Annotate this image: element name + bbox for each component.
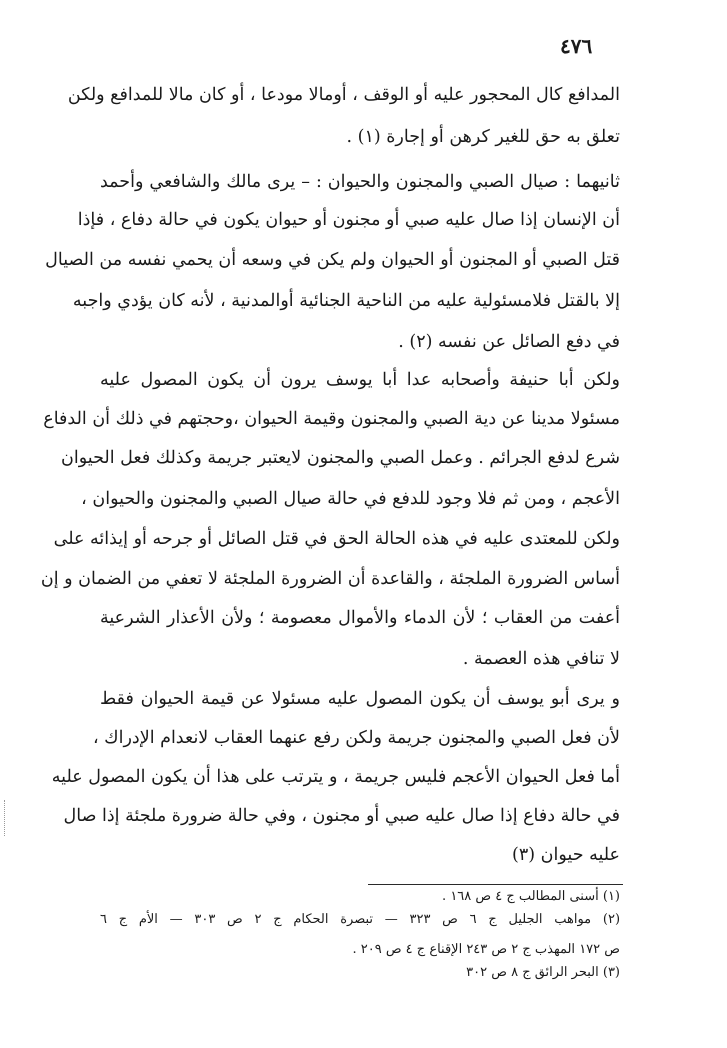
- text-line: أساس الضرورة الملجئة ، والقاعدة أن الضرورة الملجئة لا تعفي من الضمان و إن: [40, 569, 620, 589]
- text-line: إلا بالقتل فلامسئولية عليه من الناحية الجنائية أوالمدنية ، لأنه كان يؤدي واجبه: [72, 291, 620, 311]
- text-line: في حالة دفاع إذا صال عليه صبي أو مجنون ، وفي حالة ضرورة ملجئة إذا صال: [63, 806, 620, 826]
- text-line: ثانيهما : صيال الصبي والمجنون والحيوان : – يرى مالك والشافعي وأحمد: [100, 172, 620, 192]
- text-line: شرع لدفع الجرائم . وعمل الصبي والمجنون لايعتبر جريمة وكذلك فعل الحيوان: [61, 448, 620, 468]
- text-line: الأعجم ، ومن ثم فلا وجود للدفع في حالة صيال الصبي والمجنون والحيوان ،: [81, 489, 620, 509]
- footnote-divider: [368, 884, 623, 885]
- text-line: لا تنافي هذه العصمة .: [462, 649, 620, 669]
- page-number: ٤٧٦: [560, 34, 593, 58]
- footnote-line: ص ١٧٢ المهذب ج ٢ ص ٢٤٣ الإقناع ج ٤ ص ٢٠٩ .: [352, 942, 620, 957]
- footnote-line: (٢) مواهب الجليل ج ٦ ص ٣٢٣ — تبصرة الحكام ج ٢ ص ٣٠٣ — الأم ج ٦: [100, 912, 621, 927]
- text-line: أعفت من العقاب ؛ لأن الدماء والأموال معصومة ؛ ولأن الأعذار الشرعية: [100, 608, 620, 628]
- text-line: مسئولا مدينا عن دية الصبي والمجنون وقيمة الحيوان ،وحجتهم في ذلك أن الدفاع: [43, 409, 620, 429]
- footnote-line: (٣) البحر الرائق ج ٨ ص ٣٠٢: [466, 965, 620, 980]
- text-line: أن الإنسان إذا صال عليه صبي أو مجنون أو حيوان يكون في حالة دفاع ، فإذا: [77, 210, 620, 230]
- text-line: ولكن أبا حنيفة وأصحابه عدا أبا يوسف يرون أن يكون المصول عليه: [100, 370, 620, 390]
- text-line: و يرى أبو يوسف أن يكون المصول عليه مسئولا عن قيمة الحيوان فقط: [100, 689, 620, 709]
- text-line: في دفع الصائل عن نفسه (٢) .: [398, 332, 620, 352]
- text-line: المدافع كال المحجور عليه أو الوقف ، أومالا مودعا ، أو كان مالا للمدافع ولكن: [67, 85, 620, 105]
- text-line: قتل الصبي أو المجنون أو الحيوان ولم يكن في وسعه أن يحمي نفسه من الصيال: [45, 250, 620, 270]
- text-line: لأن فعل الصبي والمجنون جريمة ولكن رفع عنهما العقاب لانعدام الإدراك ،: [92, 728, 620, 748]
- margin-mark: [4, 800, 7, 836]
- footnote-line: (١) أسنى المطالب ج ٤ ص ١٦٨ .: [442, 889, 620, 904]
- text-line: عليه حيوان (٣): [512, 845, 620, 865]
- text-line: ولكن للمعتدى عليه في هذه الحالة الحق في قتل الصائل أو جرحه أو إيذائه على: [53, 529, 620, 549]
- text-line: تعلق به حق للغير كرهن أو إجارة (١) .: [346, 127, 620, 147]
- text-line: أما فعل الحيوان الأعجم فليس جريمة ، و يترتب على هذا أن يكون المصول عليه: [51, 767, 620, 787]
